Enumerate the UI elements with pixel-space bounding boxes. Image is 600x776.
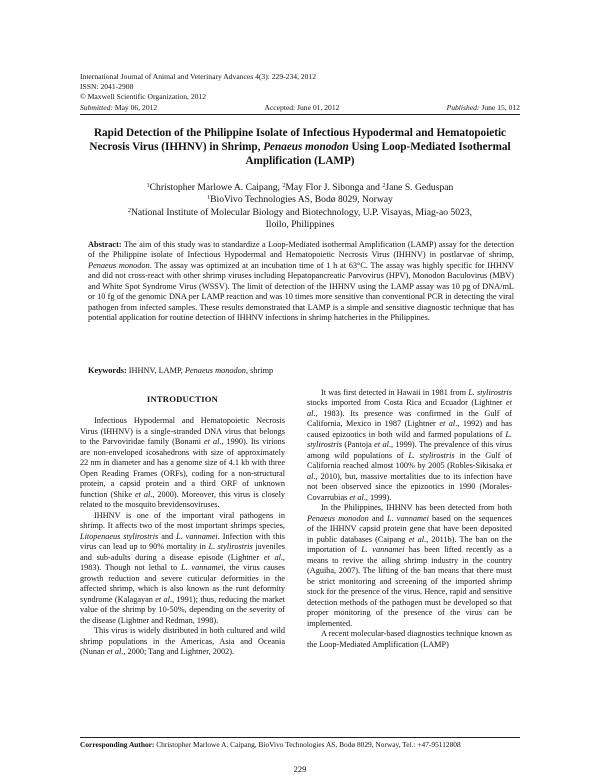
accepted-date: Accepted: June 01, 2012 (264, 103, 340, 112)
article-title: Rapid Detection of the Philippine Isolate of Infectious Hypodermal and Hematopoietic Necrosis Virus (IHHNV) in Shrimp, Penaeus monodon Using Loop-Mediated Isothermal Amplification (LAMP) (89, 127, 511, 167)
paragraph: It was first detected in Hawaii in 1981 from L. stylirostris stocks imported from Costa Rica and Ecuador (Lightner et al., 1983). Its presence was confirmed in the Gulf of California, Mexico in 1987 (Lightner et al., 1992) and has caused epizootics in both wild and farmed populations of L. stylirostris (Pantoja et al., 1999). The prevalence of this virus among wild populations of L. stylirostris in the Gulf of California reached almost 100% by 2005 (Robles-Sikisaka et al., 2010), but, massive mortalities due to its infection have not been observed since the epizootics in 1990 (Morales-Covarrubias et al., 1999). (307, 388, 512, 502)
corresponding-author: Corresponding Author: Christopher Marlowe A. Caipang, BioVivo Technologies AS, Bodø 8029, Norway, Tel.: +47-95112808 (80, 740, 461, 749)
submitted-date: Submitted: May 06, 2012 (80, 103, 158, 112)
journal-copyright: © Maxwell Scientific Organization, 2012 (80, 92, 207, 101)
paragraph: This virus is widely distributed in both cultured and wild shrimp populations in the Americas, Asia and Oceania (Nunan et al., 2000; Tang and Lightner, 2002). (80, 626, 285, 657)
paragraph: A recent molecular-based diagnostics technique known as the Loop-Mediated Amplification (LAMP) (307, 629, 512, 649)
introduction-heading: INTRODUCTION (146, 394, 219, 404)
paragraph: In the Philippines, IHHNV has been detected from both Penaeus monodon and L. vannamei based on the sequences of the IHHNV capsid protein gene that have been deposited in public databases (Caipang et al., 2011b). The ban on the importation of L. vannamei has been lifted recently as a means to revive the ailing shrimp industry in the country (Aguiba, 2007). The lifting of the ban means that there must be strict monitoring and screening of the imported shrimp stock for the presence of the virus. Hence, rapid and sensitive detection methods of the pathogen must be developed so that proper monitoring of the presence of the virus can be implemented. (307, 503, 512, 628)
abstract: Abstract: The aim of this study was to standardize a Loop-Mediated isothermal Amplification (LAMP) assay for the detection of the Philippine isolate of Infectious Hypodermal and Hematopoietic Necrosis Virus (IHHNV) in postlarvae of shrimp, Penaeus monodon. The assay was optimized at an incubation time of 1 h at 63°C. The assay was highly specific for IHHNV and did not cross-react with other shrimp viruses including Hepatopancreatic Parvovirus (HPV), Monodon Baculovirus (MBV) and White Spot Syndrome Virus (WSSV). The limit of detection of the IHHNV using the LAMP assay was 10 pg of DNA/mL or 10 fg of the genomic DNA per LAMP reaction and was 10 times more sensitive than conventional PCR in detecting the viral pathogen from infected samples. These results demonstrated that LAMP is a simple and sensitive diagnostic technique that has potential application for routine detection of IHHNV infections in shrimp hatcheries in the Philippines. (88, 240, 514, 323)
paragraph: IHHNV is one of the important viral pathogens in shrimp. It affects two of the most important shrimps species, Litopenaeus stylirostris and L. vannamei. Infection with this virus can lead up to 90% mortality in L. stylirostris juveniles and sub-adults during a disease episode (Lightner et al., 1983). Though not lethal to L. vannamei, the virus causes growth reduction and severe cuticular deformities in the affected shrimp, which is also known as the runt deformity syndrome (Kalagayan et al., 1991); thus, reducing the market value of the shrimp by 10-50%, depending on the severity of the disease (Lightner and Redman, 1998). (80, 510, 286, 625)
page-number: 229 (293, 764, 307, 774)
header-rule (80, 114, 520, 115)
author-block (80, 182, 520, 232)
affiliation-2-city: Iloilo, Philippines (265, 219, 335, 231)
article-dates (80, 103, 520, 112)
author-list: $^1$Christopher Marlowe A. Caipang, $^2$May Flor J. Sibonga and $^2$Jane S. Geduspan (146, 182, 454, 193)
journal-citation: International Journal of Animal and Veterinary Advances 4(3): 229-234, 2012 (80, 72, 317, 81)
footer-rule (80, 737, 520, 738)
affiliation-2: $^2$National Institute of Molecular Biology and Biotechnology, U.P. Visayas, Miag-ao 5023, (127, 206, 473, 218)
paragraph: Infectious Hypodermal and Hematopoietic Necrosis Virus (IHHNV) is a single-stranded DNA virus that belongs to the Parvoviridae family (Bonami et al., 1990). Its virions are non-enveloped icosahedrons with size of approximately 22 nm in diameter and has a genome size of 4.1 kb with three Open Reading Frames (ORFs), coding for a non-structural protein, a capsid protein and a third ORF of unknown function (Shike et al., 2000). Moreover, this virus is closely related to the mosquito brevidensoviruses. (80, 416, 285, 510)
column-left (80, 394, 285, 658)
affiliation-1: $^1$BioVivo Technologies AS, Bodø 8029, Norway (207, 194, 393, 206)
journal-issn: ISSN: 2041-2908 (80, 82, 134, 91)
column-right (307, 388, 512, 650)
journal-header (80, 72, 520, 102)
published-date: Published: June 15, 012 (446, 103, 520, 112)
keywords: Keywords: IHHNV, LAMP, Penaeus monodon, shrimp (88, 366, 274, 375)
